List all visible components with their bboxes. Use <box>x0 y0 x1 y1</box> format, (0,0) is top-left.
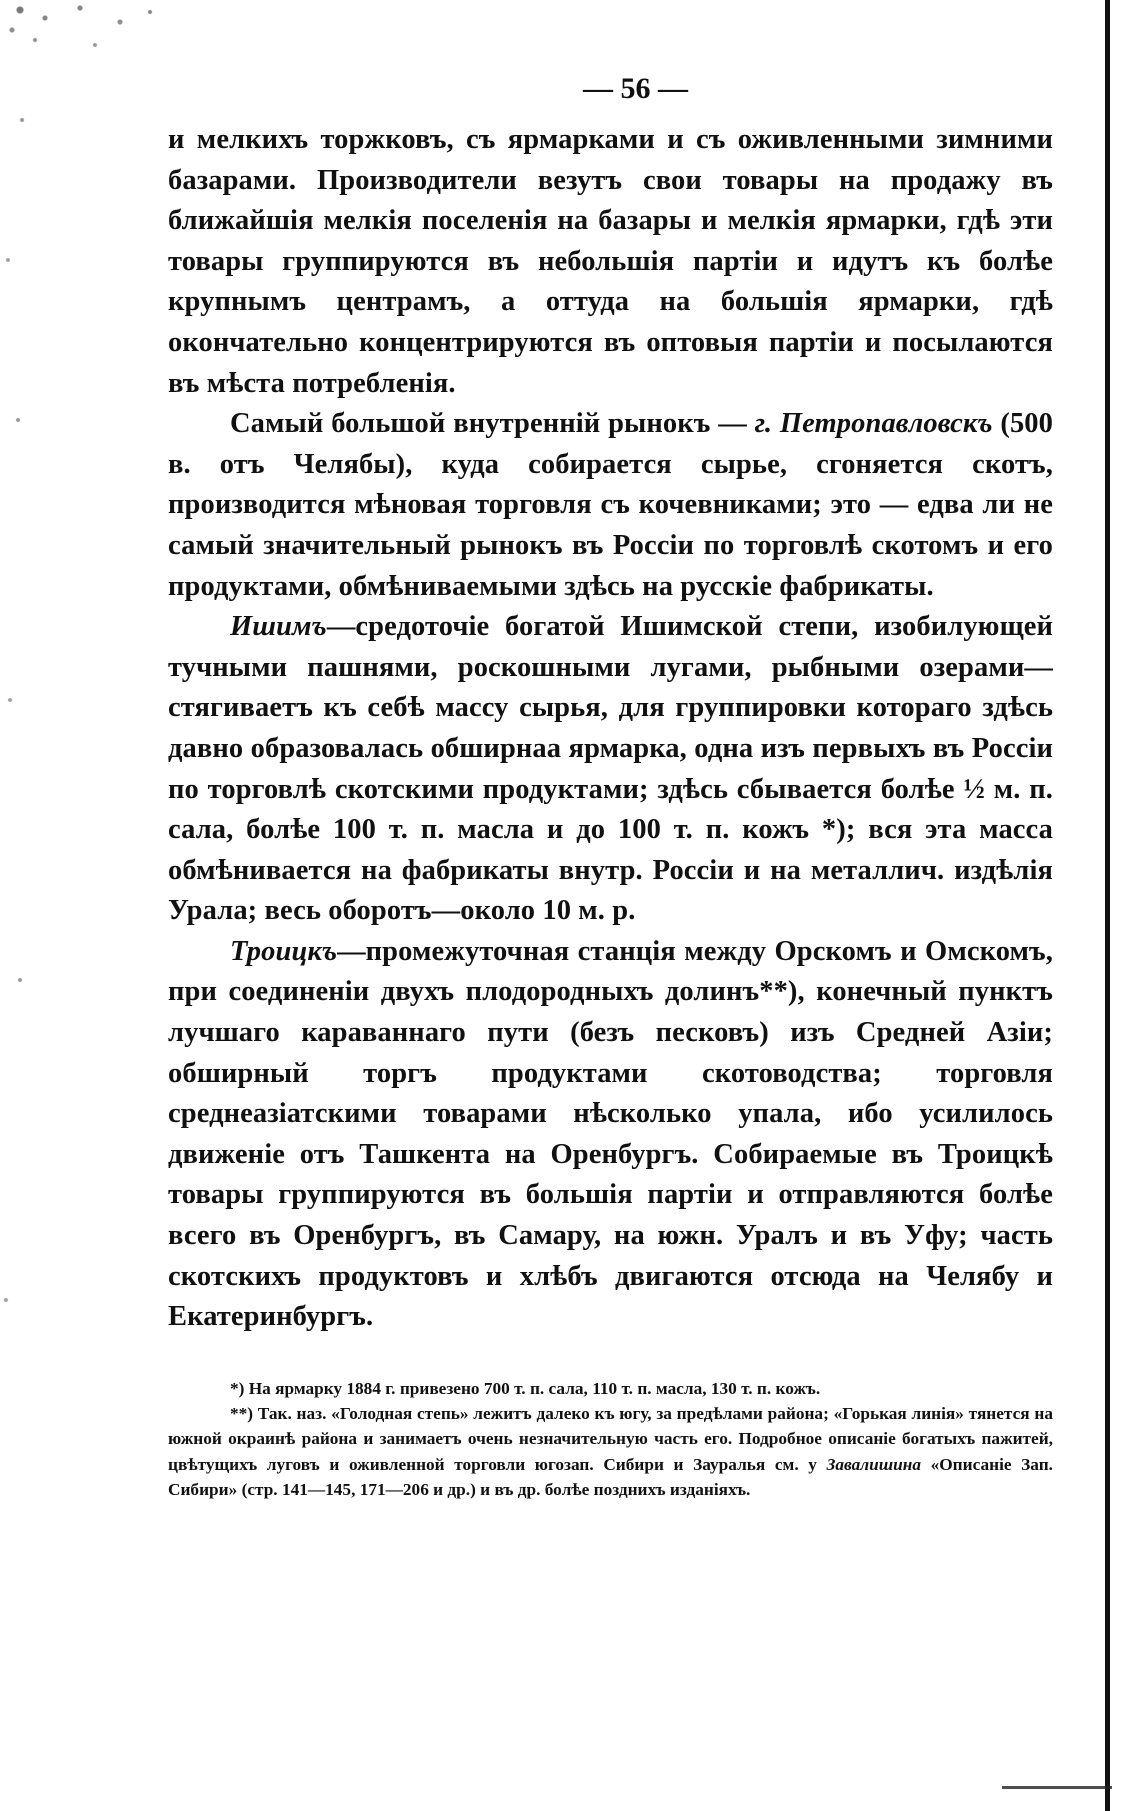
page-number: — 56 — <box>583 72 688 105</box>
place-name-troitsk: Троицкъ <box>230 935 338 967</box>
paragraph-4-body: —промежуточная станція между Орскомъ и Омскомъ, при соединеніи двухъ плодородныхъ долинъ**), конечный пунктъ лучшаго караваннаго пути (безъ песковъ) изъ Средней Азіи; обширный торгъ продуктами скотоводства; торговля среднеазіатскими товарами нѣсколько упала, ибо усилилось движеніе отъ Ташкента на Оренбургъ. Собираемые въ Троицкѣ товары группируются въ большія партіи и отправляются болѣе всего въ Оренбургъ, въ Самару, на южн. Уралъ и въ Уфу; часть скотскихъ продуктовъ и хлѣбъ двигаются отсюда на Челябу и Екатеринбургъ. <box>168 935 1053 1333</box>
place-name-ishim: Ишимъ <box>230 611 327 643</box>
paragraph-petropavlovsk <box>168 404 1053 607</box>
paragraph-troitsk <box>168 932 1053 1338</box>
paragraph-2-body: (500 в. отъ Челябы), куда собирается сырье, сгоняется скотъ, производится мѣновая торговля съ кочевниками; это — едва ли не самый значительный рынокъ въ Россіи по торговлѣ скотомъ и его продуктами, обмѣниваемыми здѣсь на русскіе фабрикаты. <box>168 408 1053 602</box>
paragraph-1: и мелкихъ торжковъ, съ ярмарками и съ оживленными зимними базарами. Производители везутъ свои товары на продажу въ ближайшія мелкія поселенія на базары и мелкія ярмарки, гдѣ эти товары группируются въ небольшія партіи и идутъ къ болѣе крупнымъ центрамъ, а оттуда на большія ярмарки, гдѣ окончательно концентрируются въ оптовыя партіи и посылаются въ мѣста потребленія. <box>168 124 1053 399</box>
scan-right-border <box>1105 0 1110 1811</box>
footnotes <box>168 1376 1053 1502</box>
paragraph-ishim <box>168 607 1053 932</box>
paragraph-3-body: —средоточіе богатой Ишимской степи, изобилующей тучными пашнями, роскошными лугами, рыбными озерами—стягиваетъ къ себѣ массу сырья, для группировки котораго здѣсь давно образовалась обширнаа ярмарка, одна изъ первыхъ въ Россіи по торговлѣ скотскими продуктами; здѣсь сбывается болѣе ½ м. п. сала, болѣе 100 т. п. масла и до 100 т. п. кожъ *); вся эта масса обмѣнивается на фабрикаты внутр. Россіи и на металлич. издѣлія Урала; весь оборотъ—около 10 м. р. <box>168 611 1053 927</box>
place-name-petropavlovsk: г. Петропавловскъ <box>754 408 993 440</box>
footnote-2-author: Завалишина <box>826 1454 921 1474</box>
main-text <box>168 120 1053 1338</box>
scan-left-edge-noise <box>0 0 38 1811</box>
footnote-2 <box>168 1401 1053 1502</box>
paragraph-2-lead: Самый большой внутренній рынокъ — <box>230 408 755 440</box>
scan-bottom-mark <box>1002 1786 1112 1789</box>
footnote-2-rest: «Описаніе Зап. Сибири» (стр. 141—145, 171—206 и др.) и въ др. болѣе позднихъ изданіяхъ. <box>168 1454 1053 1499</box>
book-page <box>168 66 1053 1502</box>
footnote-1: *) На ярмарку 1884 г. привезено 700 т. п. сала, 110 т. п. масла, 130 т. п. кожъ. <box>230 1378 821 1398</box>
footnote-2-text: **) Так. наз. «Голодная степь» лежитъ далеко къ югу, за предѣлами района; «Горькая линія» тянется на южной окраинѣ района и занимаетъ очень незначительную часть его. Подробное описаніе богатыхъ пажитей, цвѣтущихъ луговъ и оживленной торговли югозап. Сибири и Зауралья см. у <box>168 1404 1053 1474</box>
